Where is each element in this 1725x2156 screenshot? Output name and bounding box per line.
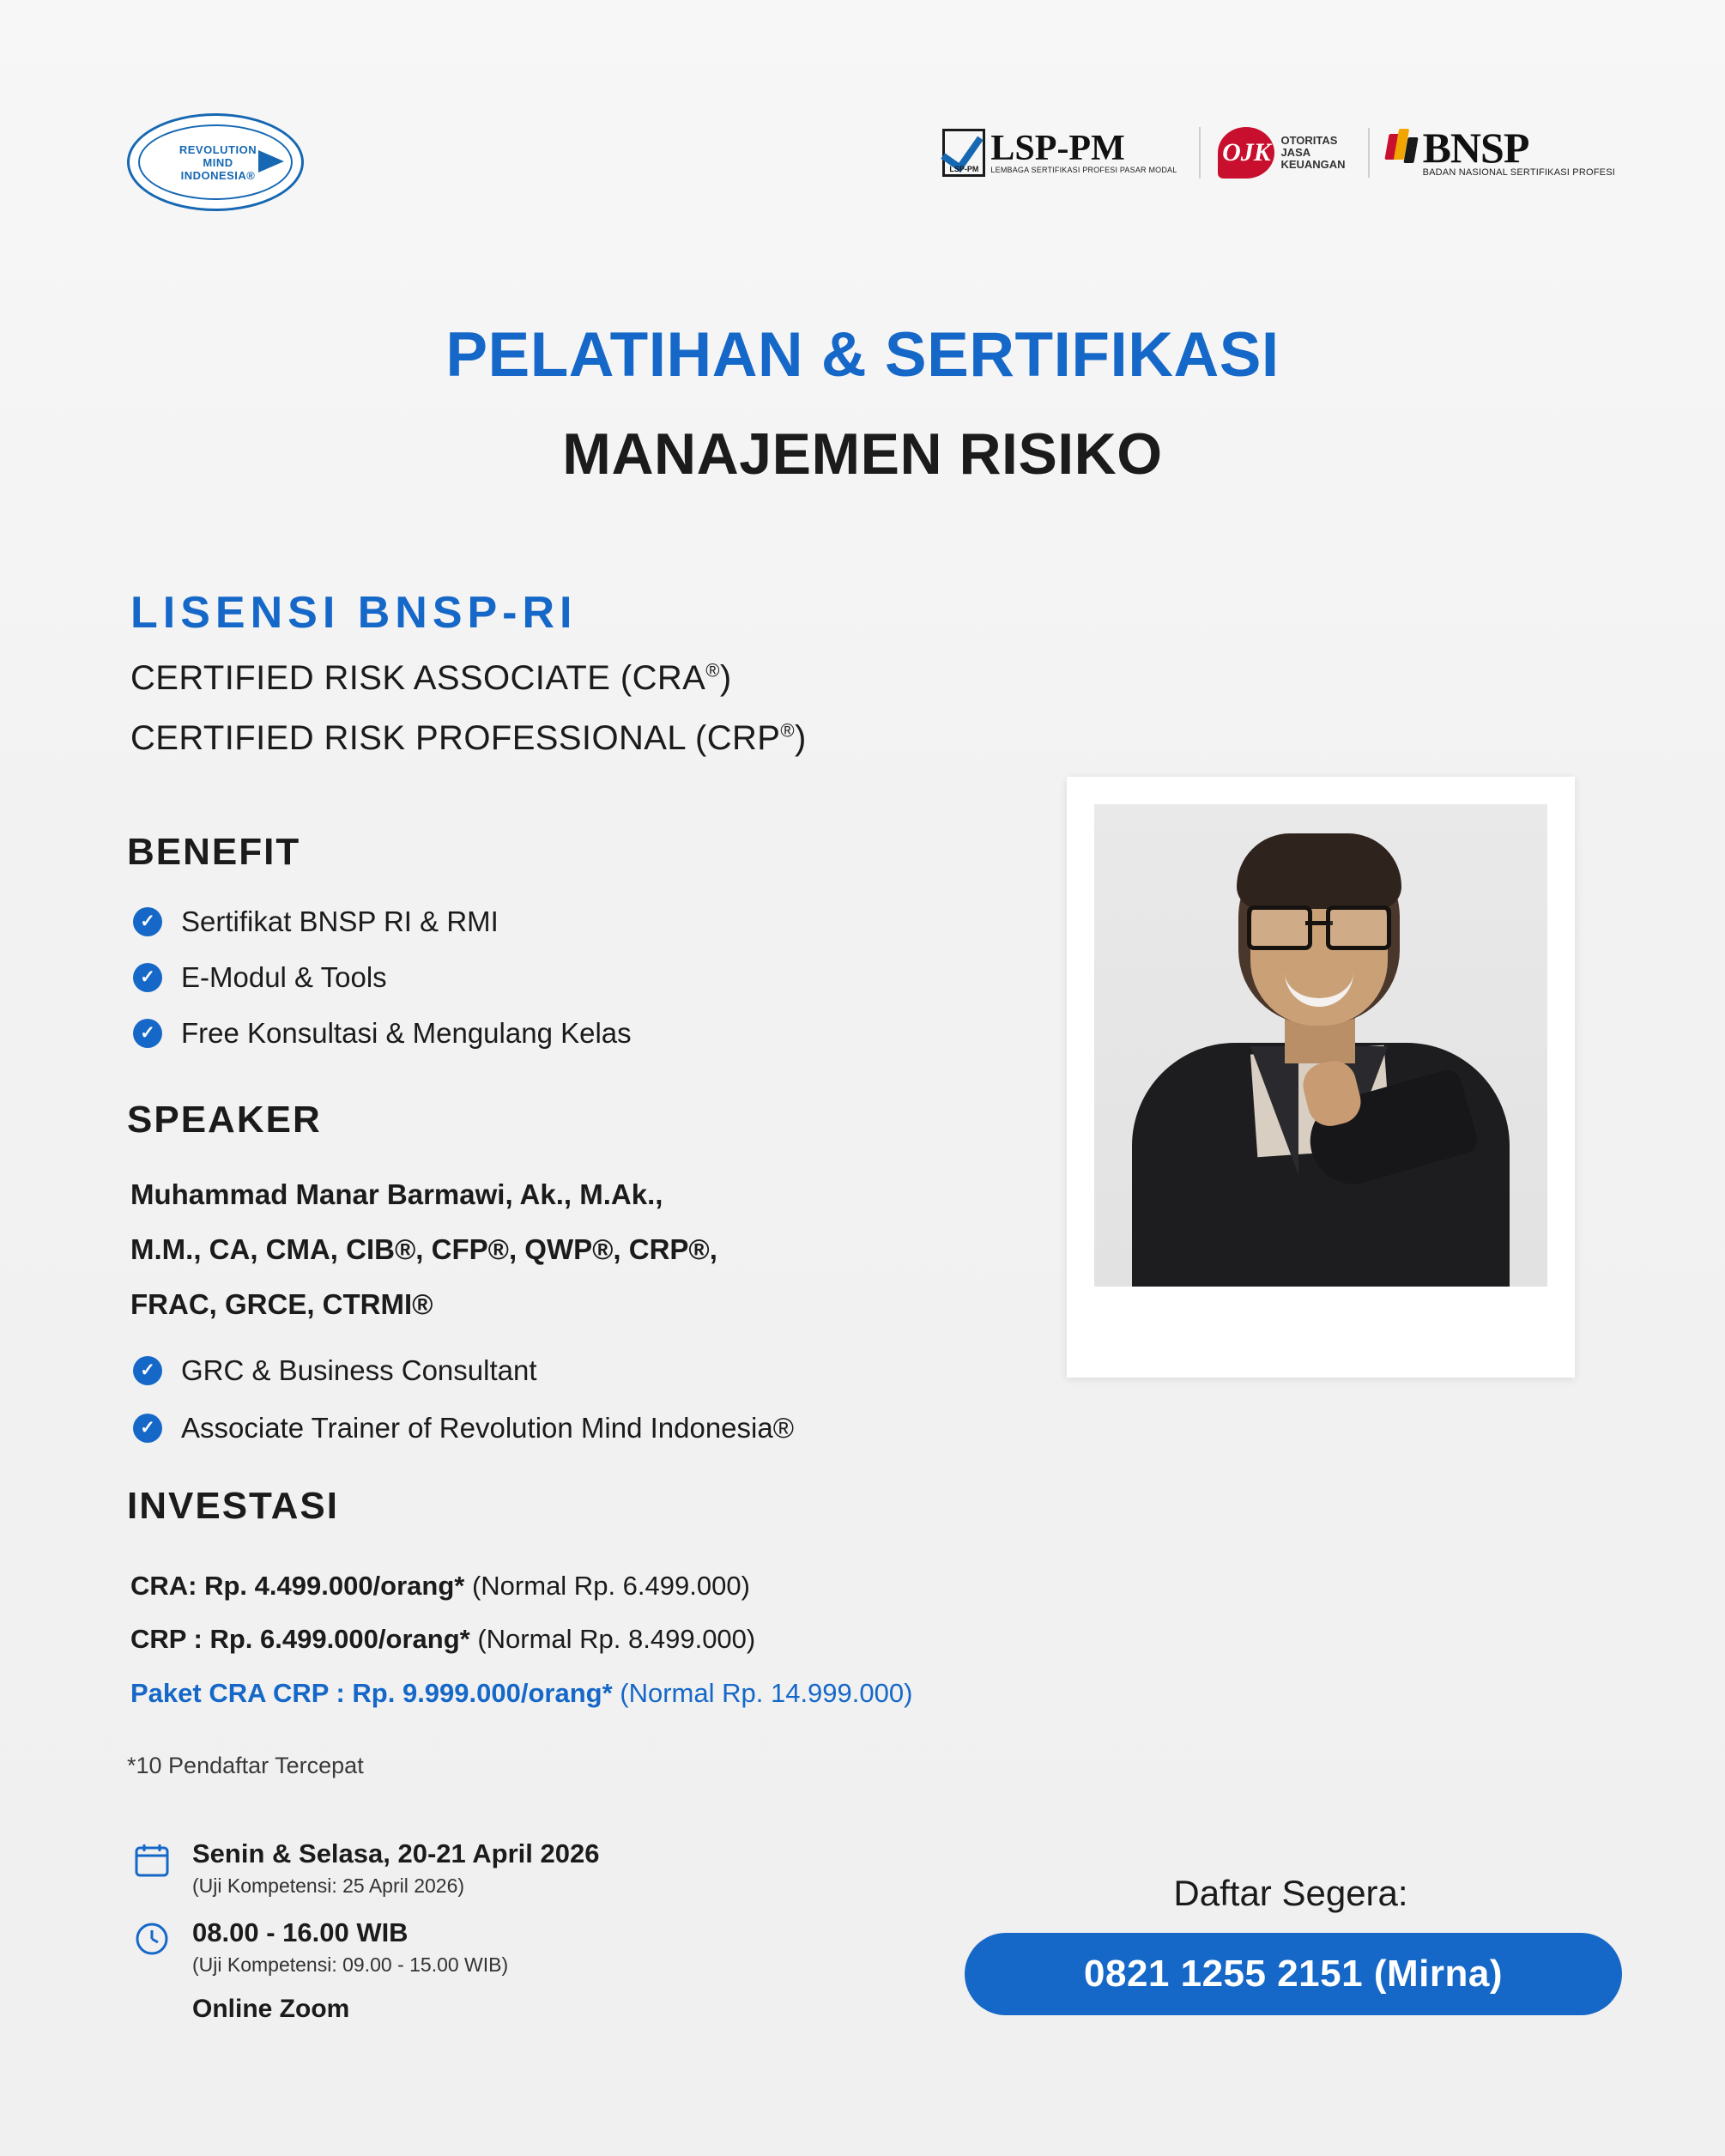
accreditation-logos [942, 103, 1615, 203]
ojk-mark: OJK [1218, 127, 1274, 179]
revolution-mind-indonesia-logo [127, 113, 304, 211]
investment-normal-cra: (Normal Rp. 6.499.000) [464, 1571, 750, 1601]
check-circle-icon: ✓ [133, 1356, 162, 1385]
schedule-time-row [134, 1916, 820, 1979]
lsp-pm-subtitle: LEMBAGA SERTIFIKASI PROFESI PASAR MODAL [990, 166, 1177, 174]
schedule-date-main: Senin & Selasa, 20-21 April 2026 [192, 1838, 600, 1868]
bnsp-mark-icon [1387, 129, 1416, 177]
speaker-role-label: GRC & Business Consultant [181, 1354, 537, 1386]
logo-inner-ellipse [138, 124, 293, 200]
speaker-name [130, 1167, 886, 1332]
benefit-item-label: E-Modul & Tools [181, 961, 387, 993]
speaker-heading: SPEAKER [127, 1099, 322, 1141]
investment-price-paket: Paket CRA CRP : Rp. 9.999.000/orang* [130, 1678, 613, 1708]
investment-note: *10 Pendaftar Tercepat [127, 1753, 364, 1778]
calendar-icon [134, 1842, 170, 1878]
photo-lapel-left [1250, 1046, 1298, 1175]
bnsp-text [1422, 124, 1615, 178]
check-circle-icon: ✓ [133, 1019, 162, 1048]
schedule-date-sub: (Uji Kompetensi: 25 April 2026) [192, 1874, 465, 1897]
arrow-icon [258, 150, 284, 173]
investment-price-cra: CRA: Rp. 4.499.000/orang* [130, 1571, 465, 1601]
license-heading: LISENSI BNSP-RI [130, 588, 578, 638]
poster-header [0, 103, 1725, 223]
speaker-role-item [133, 1354, 537, 1387]
speaker-name-line-1: Muhammad Manar Barmawi, Ak., M.Ak., [130, 1178, 663, 1210]
glasses-icon [1245, 905, 1393, 942]
bnsp-name: BNSP [1422, 124, 1529, 172]
ojk-text [1280, 135, 1345, 171]
certification-cra [130, 659, 732, 698]
ojk-logo [1199, 127, 1345, 179]
register-phone-button[interactable]: 0821 1255 2151 (Mirna) [965, 1933, 1622, 2015]
check-circle-icon: ✓ [133, 963, 162, 992]
speaker-photo [1094, 804, 1547, 1287]
lsp-pm-badge-text: LSP-PM [949, 165, 979, 173]
lsp-pm-logo [942, 129, 1177, 177]
investment-heading: INVESTASI [127, 1485, 340, 1527]
investment-row [130, 1624, 755, 1655]
schedule-time-text [192, 1916, 508, 1979]
benefit-item [133, 1017, 632, 1050]
photo-hair [1237, 833, 1401, 909]
logo-line-1: REVOLUTION [179, 142, 257, 156]
bnsp-logo [1368, 124, 1615, 178]
investment-price-crp: CRP : Rp. 6.499.000/orang* [130, 1624, 470, 1654]
benefit-item [133, 961, 387, 994]
ojk-line-1: OTORITAS [1280, 134, 1338, 147]
logo-line-3: INDONESIA® [180, 168, 256, 182]
bnsp-subtitle: BADAN NASIONAL SERTIFIKASI PROFESI [1422, 167, 1615, 178]
schedule-time-sub: (Uji Kompetensi: 09.00 - 15.00 WIB) [192, 1953, 509, 1976]
check-icon [942, 129, 985, 177]
investment-normal-paket: (Normal Rp. 14.999.000) [612, 1678, 913, 1708]
crp-registered-icon: ® [780, 719, 795, 742]
schedule-platform: Online Zoom [192, 1995, 350, 2023]
certification-crp [130, 719, 807, 758]
check-circle-icon: ✓ [133, 907, 162, 936]
poster-title-line-1: PELATIHAN & SERTIFIKASI [445, 320, 1280, 390]
investment-row [130, 1678, 912, 1709]
investment-normal-crp: (Normal Rp. 8.499.000) [469, 1624, 756, 1654]
speaker-role-label: Associate Trainer of Revolution Mind Indonesia® [181, 1412, 795, 1444]
lsp-pm-text [990, 131, 1177, 174]
benefit-heading: BENEFIT [127, 831, 301, 873]
lsp-pm-name: LSP-PM [990, 129, 1125, 168]
crp-close: ) [795, 719, 807, 757]
speaker-role-item [133, 1412, 794, 1444]
speaker-name-line-2: M.M., CA, CMA, CIB®, CFP®, QWP®, CRP®, [130, 1233, 717, 1265]
crp-text: CERTIFIED RISK PROFESSIONAL (CRP [130, 719, 781, 757]
cra-text: CERTIFIED RISK ASSOCIATE (CRA [130, 659, 706, 697]
ojk-line-2: JASA [1280, 146, 1311, 159]
schedule-date-text [192, 1837, 599, 1900]
benefit-item-label: Free Konsultasi & Mengulang Kelas [181, 1017, 632, 1049]
clock-icon [134, 1921, 170, 1957]
benefit-item-label: Sertifikat BNSP RI & RMI [181, 905, 499, 937]
poster-title-line-2: MANAJEMEN RISIKO [562, 421, 1163, 487]
check-circle-icon: ✓ [133, 1414, 162, 1443]
cra-close: ) [719, 659, 732, 697]
ojk-line-3: KEUANGAN [1280, 158, 1346, 171]
cta-label: Daftar Segera: [1173, 1873, 1408, 1913]
speaker-photo-frame [1067, 777, 1575, 1378]
cra-registered-icon: ® [705, 659, 720, 681]
schedule-date-row [134, 1837, 820, 1900]
logo-text [174, 143, 257, 182]
schedule-block [134, 1837, 820, 2024]
benefit-item [133, 905, 499, 938]
logo-line-2: MIND [203, 155, 233, 169]
schedule-time-main: 08.00 - 16.00 WIB [192, 1917, 409, 1947]
speaker-name-line-3: FRAC, GRCE, CTRMI® [130, 1288, 433, 1320]
investment-row [130, 1571, 750, 1602]
